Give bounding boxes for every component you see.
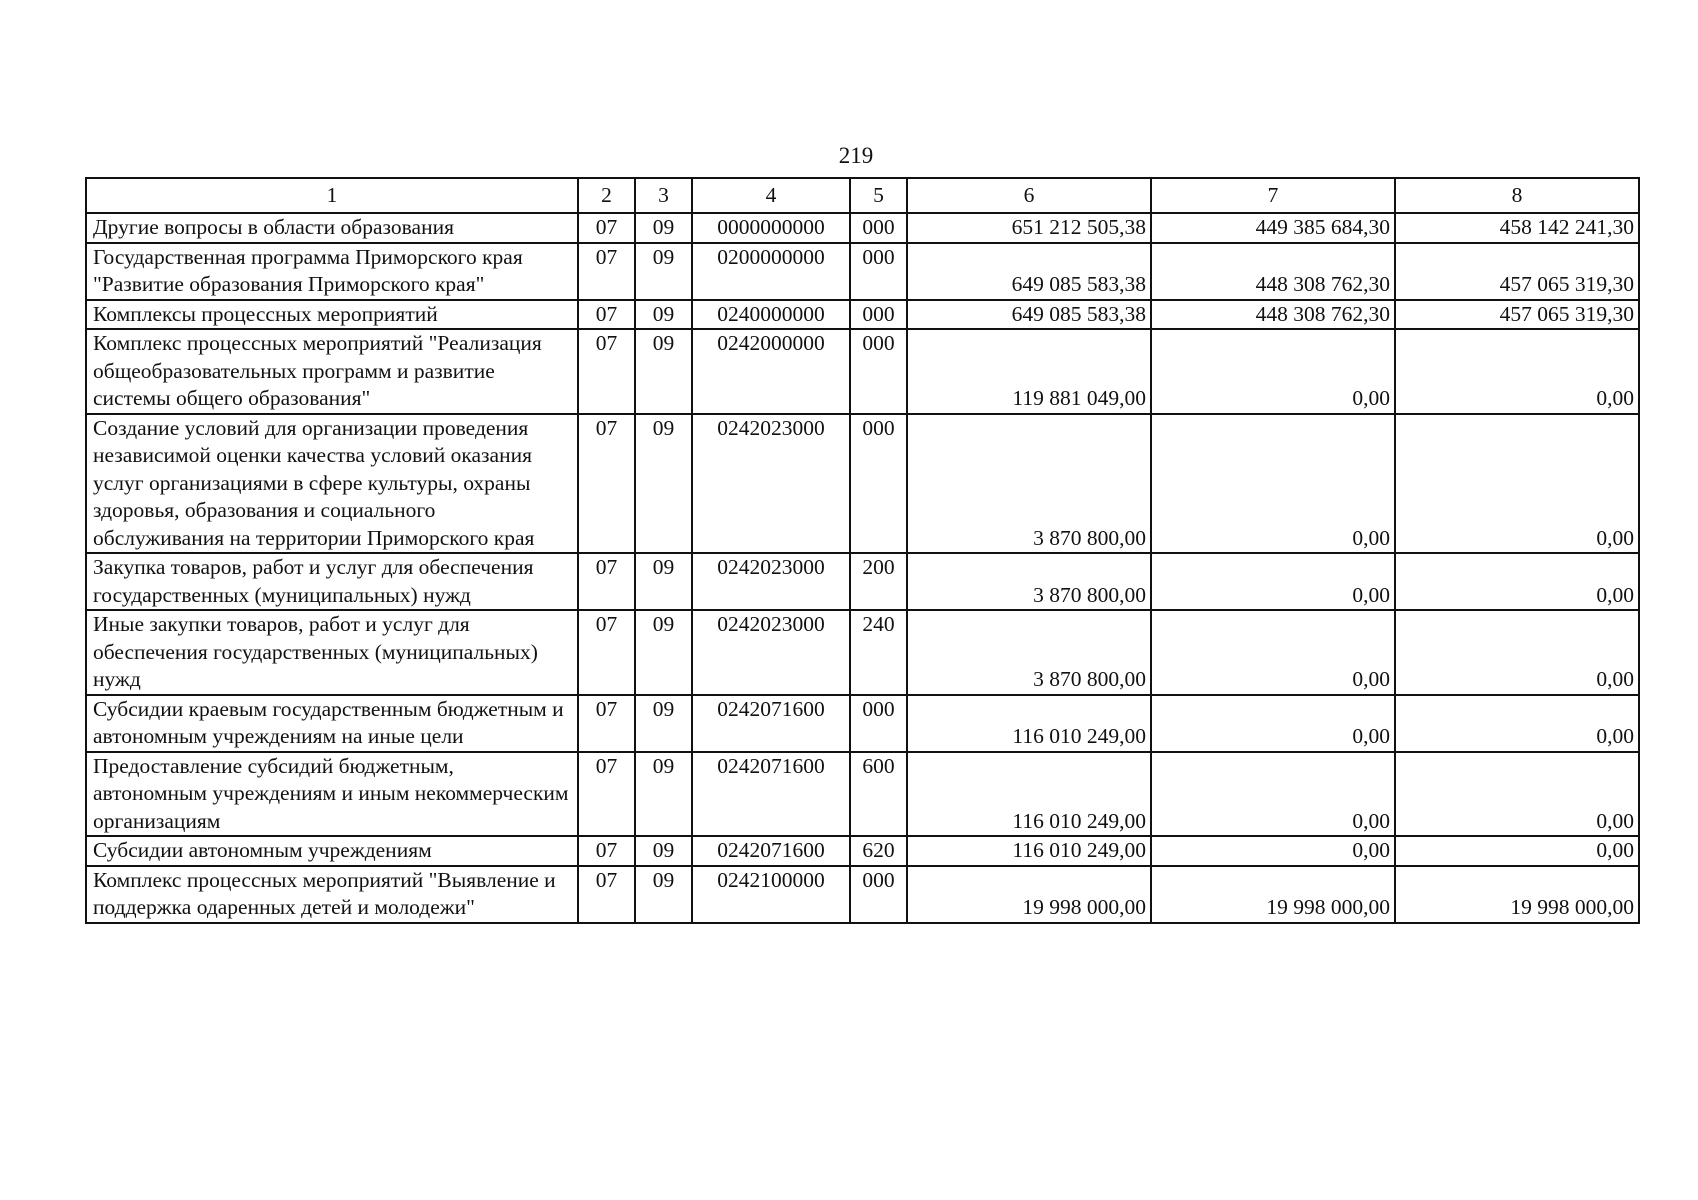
table-row [86, 414, 1639, 554]
expense-type-code: 000 [850, 213, 907, 243]
amount-col-7: 0,00 [1151, 836, 1395, 866]
subsection-code: 09 [635, 695, 692, 752]
amount-col-7: 19 998 000,00 [1151, 866, 1395, 923]
amount-col-8: 0,00 [1395, 553, 1639, 610]
item-name: Комплекс процессных мероприятий "Реализация общеобразовательных программ и развитие системы общего образования" [86, 329, 578, 414]
expense-type-code: 620 [850, 836, 907, 866]
amount-col-6: 649 085 583,38 [907, 243, 1151, 300]
amount-col-8: 19 998 000,00 [1395, 866, 1639, 923]
amount-col-6: 3 870 800,00 [907, 553, 1151, 610]
subsection-code: 09 [635, 329, 692, 414]
amount-col-8: 0,00 [1395, 414, 1639, 554]
section-code: 07 [578, 300, 635, 330]
amount-col-7: 0,00 [1151, 553, 1395, 610]
target-code: 0242071600 [692, 752, 850, 837]
header-cell: 6 [907, 178, 1151, 213]
header-cell: 2 [578, 178, 635, 213]
subsection-code: 09 [635, 300, 692, 330]
target-code: 0242071600 [692, 695, 850, 752]
item-name: Другие вопросы в области образования [86, 213, 578, 243]
section-code: 07 [578, 866, 635, 923]
subsection-code: 09 [635, 866, 692, 923]
item-name: Комплекс процессных мероприятий "Выявление и поддержка одаренных детей и молодежи" [86, 866, 578, 923]
expense-type-code: 000 [850, 414, 907, 554]
header-cell: 3 [635, 178, 692, 213]
budget-table [85, 177, 1640, 924]
amount-col-7: 0,00 [1151, 610, 1395, 695]
amount-col-8: 0,00 [1395, 610, 1639, 695]
table-row [86, 752, 1639, 837]
subsection-code: 09 [635, 213, 692, 243]
target-code: 0242071600 [692, 836, 850, 866]
amount-col-6: 3 870 800,00 [907, 610, 1151, 695]
amount-col-8: 0,00 [1395, 695, 1639, 752]
expense-type-code: 600 [850, 752, 907, 837]
section-code: 07 [578, 610, 635, 695]
item-name: Государственная программа Приморского края "Развитие образования Приморского края" [86, 243, 578, 300]
table-row [86, 610, 1639, 695]
item-name: Субсидии краевым государственным бюджетным и автономным учреждениям на иные цели [86, 695, 578, 752]
subsection-code: 09 [635, 836, 692, 866]
amount-col-7: 448 308 762,30 [1151, 300, 1395, 330]
target-code: 0000000000 [692, 213, 850, 243]
amount-col-8: 0,00 [1395, 836, 1639, 866]
section-code: 07 [578, 553, 635, 610]
amount-col-7: 449 385 684,30 [1151, 213, 1395, 243]
subsection-code: 09 [635, 414, 692, 554]
target-code: 0242023000 [692, 414, 850, 554]
subsection-code: 09 [635, 553, 692, 610]
target-code: 0242023000 [692, 610, 850, 695]
table-row [86, 836, 1639, 866]
expense-type-code: 000 [850, 243, 907, 300]
header-cell: 4 [692, 178, 850, 213]
item-name: Закупка товаров, работ и услуг для обеспечения государственных (муниципальных) нужд [86, 553, 578, 610]
header-cell: 5 [850, 178, 907, 213]
target-code: 0240000000 [692, 300, 850, 330]
amount-col-7: 448 308 762,30 [1151, 243, 1395, 300]
section-code: 07 [578, 836, 635, 866]
section-code: 07 [578, 213, 635, 243]
expense-type-code: 200 [850, 553, 907, 610]
amount-col-6: 116 010 249,00 [907, 695, 1151, 752]
amount-col-8: 458 142 241,30 [1395, 213, 1639, 243]
amount-col-6: 3 870 800,00 [907, 414, 1151, 554]
amount-col-7: 0,00 [1151, 414, 1395, 554]
table-row [86, 300, 1639, 330]
table-row [86, 695, 1639, 752]
expense-type-code: 000 [850, 695, 907, 752]
item-name: Создание условий для организации проведения независимой оценки качества условий оказания услуг организациями в сфере культуры, охраны здоровья, образования и социального обслуживания на территории Приморского края [86, 414, 578, 554]
amount-col-6: 116 010 249,00 [907, 752, 1151, 837]
section-code: 07 [578, 414, 635, 554]
amount-col-6: 649 085 583,38 [907, 300, 1151, 330]
target-code: 0200000000 [692, 243, 850, 300]
subsection-code: 09 [635, 243, 692, 300]
table-row [86, 866, 1639, 923]
amount-col-7: 0,00 [1151, 695, 1395, 752]
item-name: Предоставление субсидий бюджетным, автономным учреждениям и иным некоммерческим организациям [86, 752, 578, 837]
table-row [86, 329, 1639, 414]
amount-col-8: 0,00 [1395, 752, 1639, 837]
amount-col-8: 0,00 [1395, 329, 1639, 414]
amount-col-7: 0,00 [1151, 329, 1395, 414]
subsection-code: 09 [635, 610, 692, 695]
section-code: 07 [578, 329, 635, 414]
expense-type-code: 000 [850, 300, 907, 330]
amount-col-6: 116 010 249,00 [907, 836, 1151, 866]
amount-col-6: 651 212 505,38 [907, 213, 1151, 243]
expense-type-code: 240 [850, 610, 907, 695]
target-code: 0242100000 [692, 866, 850, 923]
amount-col-7: 0,00 [1151, 752, 1395, 837]
header-cell: 8 [1395, 178, 1639, 213]
amount-col-8: 457 065 319,30 [1395, 243, 1639, 300]
item-name: Иные закупки товаров, работ и услуг для обеспечения государственных (муниципальных) нужд [86, 610, 578, 695]
target-code: 0242000000 [692, 329, 850, 414]
amount-col-8: 457 065 319,30 [1395, 300, 1639, 330]
item-name: Комплексы процессных мероприятий [86, 300, 578, 330]
table-row [86, 213, 1639, 243]
header-row [86, 178, 1639, 213]
target-code: 0242023000 [692, 553, 850, 610]
amount-col-6: 19 998 000,00 [907, 866, 1151, 923]
header-cell: 7 [1151, 178, 1395, 213]
section-code: 07 [578, 752, 635, 837]
header-cell: 1 [86, 178, 578, 213]
subsection-code: 09 [635, 752, 692, 837]
expense-type-code: 000 [850, 866, 907, 923]
section-code: 07 [578, 243, 635, 300]
expense-type-code: 000 [850, 329, 907, 414]
amount-col-6: 119 881 049,00 [907, 329, 1151, 414]
item-name: Субсидии автономным учреждениям [86, 836, 578, 866]
table-row [86, 553, 1639, 610]
table-row [86, 243, 1639, 300]
section-code: 07 [578, 695, 635, 752]
page-number: 219 [838, 143, 874, 168]
